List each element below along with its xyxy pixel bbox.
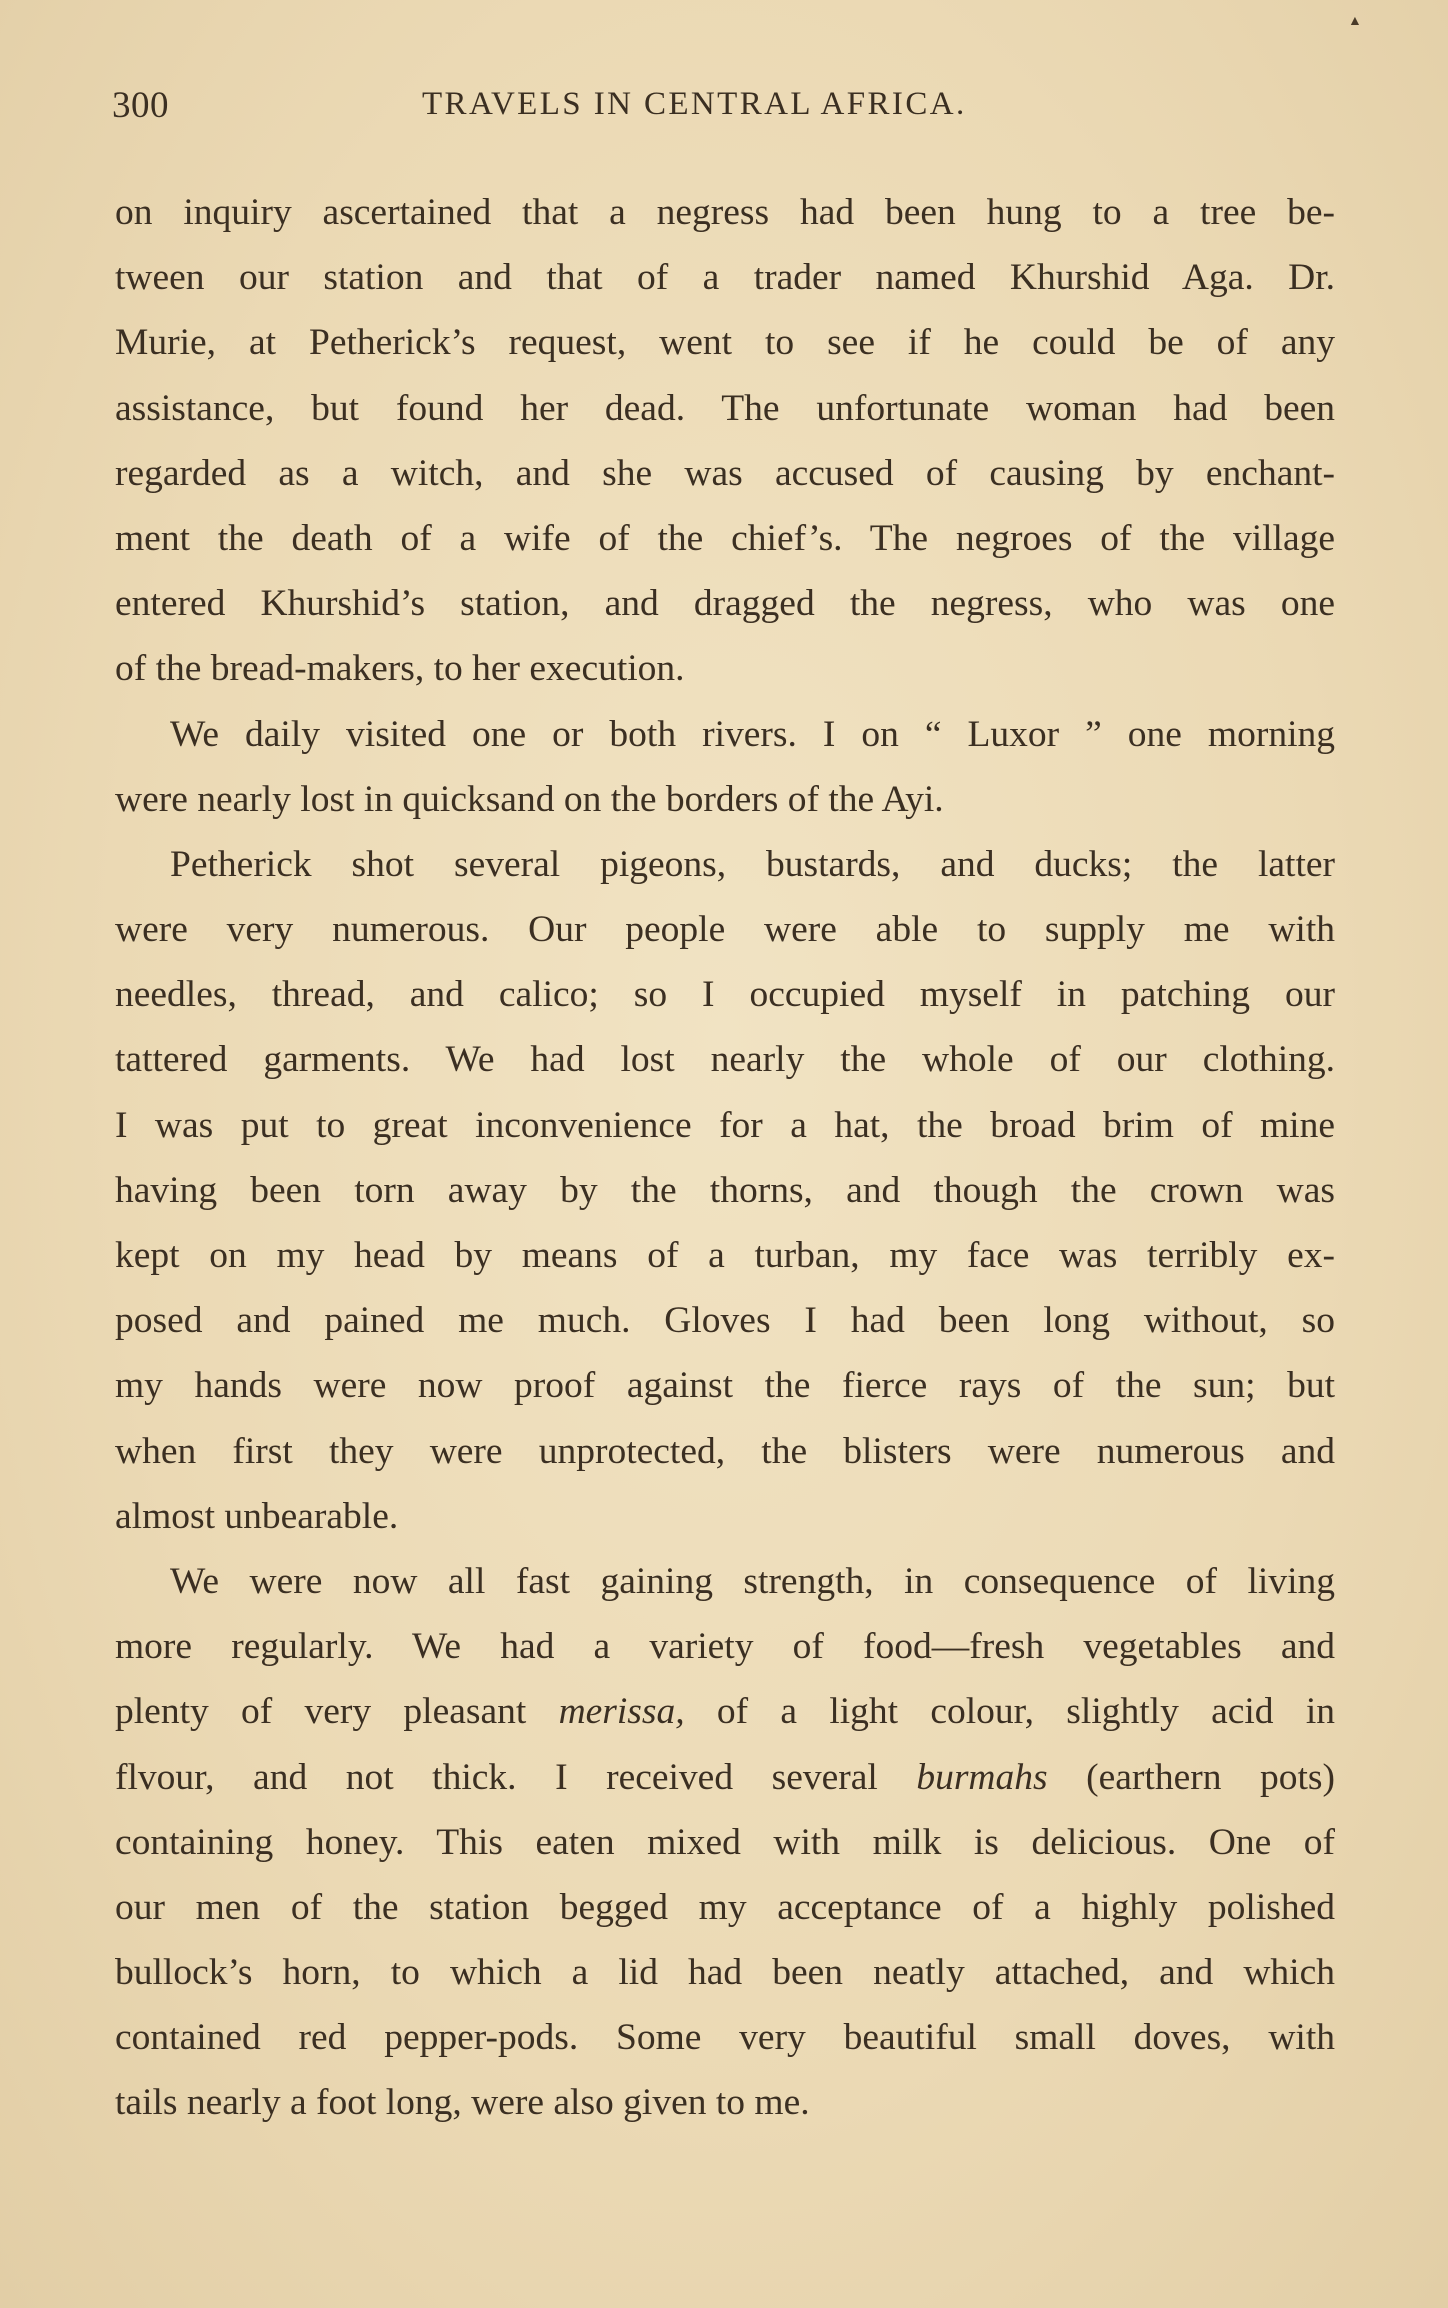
running-head: TRAVELS IN CENTRAL AFRICA. (422, 86, 967, 122)
text-line: needles, thread, and calico; so I occupied myself in patching our (115, 974, 1335, 1016)
italic-term: merissa, (558, 1691, 685, 1733)
text-line: posed and pained me much. Gloves I had been long without, so (115, 1300, 1335, 1342)
text-line: containing honey. This eaten mixed with milk is delicious. One of (115, 1821, 1335, 1863)
text-line: of the bread-makers, to her execution. (115, 648, 685, 690)
text-line: more regularly. We had a variety of food—fresh vegetables and (115, 1626, 1335, 1668)
page-header (112, 84, 1342, 134)
text-line: Murie, at Petherick’s request, went to see if he could be of any (115, 322, 1335, 364)
text-line: plenty of very pleasant merissa, of a light colour, slightly acid in (115, 1691, 1335, 1733)
italic-term: burmahs (916, 1756, 1048, 1798)
text-line: my hands were now proof against the fierce rays of the sun; but (115, 1365, 1335, 1407)
text-line: We daily visited one or both rivers. I on “ Luxor ” one morning (170, 713, 1335, 755)
text-line: kept on my head by means of a turban, my face was terribly ex- (115, 1235, 1335, 1276)
text-line: assistance, but found her dead. The unfortunate woman had been (115, 387, 1335, 429)
page-number: 300 (112, 85, 169, 126)
text-line: tattered garments. We had lost nearly the whole of our clothing. (115, 1039, 1335, 1081)
text-line: almost unbearable. (115, 1495, 399, 1537)
text-line: ment the death of a wife of the chief’s. The negroes of the village (115, 517, 1335, 559)
text-line: tails nearly a foot long, were also given to me. (115, 2082, 810, 2124)
text-line: were nearly lost in quicksand on the borders of the Ayi. (115, 778, 944, 820)
text-line: entered Khurshid’s station, and dragged the negress, who was one (115, 583, 1335, 625)
text-line: tween our station and that of a trader named Khurshid Aga. Dr. (115, 257, 1335, 299)
text-line: I was put to great inconvenience for a hat, the broad brim of mine (115, 1104, 1335, 1146)
text-line: We were now all fast gaining strength, in consequence of living (170, 1560, 1335, 1602)
text-line: flvour, and not thick. I received several burmahs (earthern pots) (115, 1756, 1335, 1798)
text-line: our men of the station begged my acceptance of a highly polished (115, 1886, 1335, 1928)
text-line: bullock’s horn, to which a lid had been neatly attached, and which (115, 1952, 1335, 1994)
text-line: on inquiry ascertained that a negress had been hung to a tree be- (115, 192, 1335, 233)
text-line: Petherick shot several pigeons, bustards, and ducks; the latter (170, 843, 1335, 885)
text-line: having been torn away by the thorns, and though the crown was (115, 1169, 1335, 1211)
text-line: contained red pepper-pods. Some very beautiful small doves, with (115, 2017, 1335, 2059)
body-text (115, 180, 1335, 2136)
text-line: when first they were unprotected, the blisters were numerous and (115, 1430, 1335, 1472)
text-line: were very numerous. Our people were able to supply me with (115, 909, 1335, 951)
corner-mark: ▲ (1348, 14, 1362, 29)
text-line: regarded as a witch, and she was accused of causing by enchant- (115, 452, 1335, 494)
